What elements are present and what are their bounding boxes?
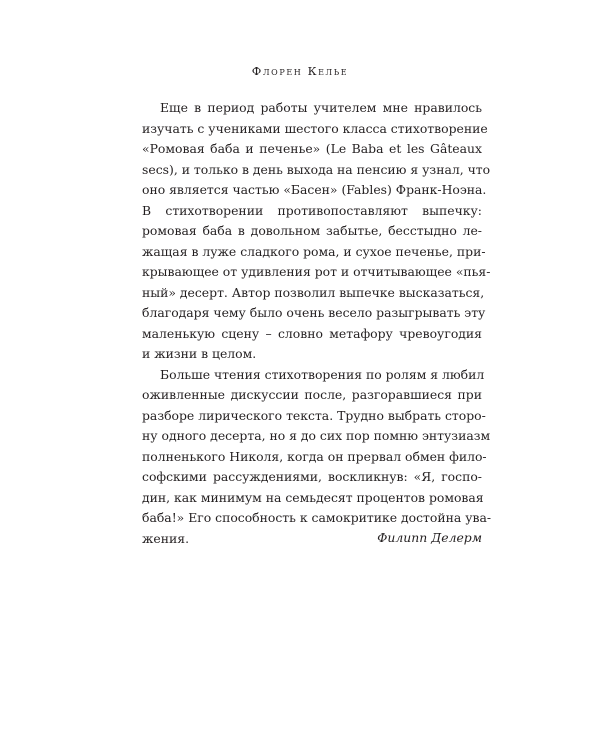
text-line: баба!» Его способность к самокритике достойна ува- xyxy=(142,510,492,525)
text-line: жащая в луже сладкого рома, и сухое печенье, при- xyxy=(142,243,486,259)
running-head: Флорен Келье xyxy=(251,64,349,78)
paragraph xyxy=(142,365,492,550)
text-line: ромовая баба в довольном забытье, бесстыдно ле- xyxy=(142,223,482,238)
text-line: софскими рассуждениями, воскликнув: «Я, госпо- xyxy=(142,469,482,484)
text-line: оживленные дискуссии после, разгоравшиеся при xyxy=(142,387,482,402)
text-line: изучать с учениками шестого класса стихотворение xyxy=(142,120,488,136)
text-line: ный» десерт. Автор позволил выпечке высказаться, xyxy=(142,284,485,300)
text-line: жения. xyxy=(142,530,190,546)
paragraph xyxy=(142,98,491,365)
text-line: и жизни в целом. xyxy=(142,346,257,361)
author-signature: Филипп Делерм xyxy=(377,530,482,545)
text-line: разборе лирического текста. Трудно выбрать сторо- xyxy=(142,407,486,423)
text-line: оно является частью «Басен» (Fables) Франк-Ноэна. xyxy=(142,182,487,197)
text-line: Больше чтения стихотворения по ролям я любил xyxy=(160,366,485,382)
text-line: полненького Николя, когда он прервал обмен фило- xyxy=(142,448,487,464)
text-line: «Ромовая баба и печенье» (Le Baba et les Gâteaux xyxy=(142,141,482,156)
text-line: дин, как минимум на семьдесят процентов ромовая xyxy=(142,489,484,505)
text-line: ну одного десерта, но я до сих пор помню энтузиазм xyxy=(142,428,491,443)
text-line: маленькую сцену – словно метафору чревоугодия xyxy=(142,325,482,341)
body-text xyxy=(142,98,492,549)
text-line: В стихотворении противопоставляют выпечку: xyxy=(142,202,482,218)
text-line: Еще в период работы учителем мне нравилось xyxy=(160,100,482,115)
text-line: secs), и только в день выхода на пенсию я узнал, что xyxy=(142,161,491,177)
text-line: крывающее от удивления рот и отчитывающее «пья- xyxy=(142,264,491,279)
text-line: благодаря чему было очень весело разыгрывать эту xyxy=(142,305,486,320)
